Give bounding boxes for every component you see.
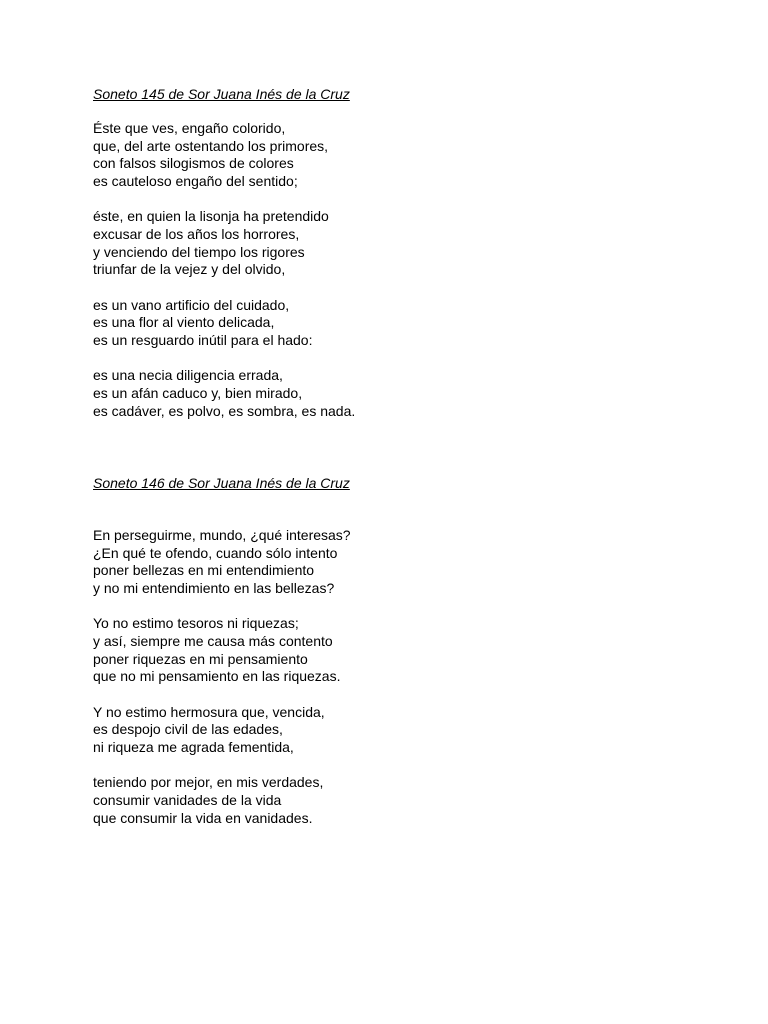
poem-line: que consumir la vida en vanidades. xyxy=(93,809,313,826)
title-spacer xyxy=(93,104,693,120)
poem-line: teniendo por mejor, en mis verdades, xyxy=(93,774,324,791)
stanza xyxy=(93,120,693,191)
poem-line: triunfar de la vejez y del olvido, xyxy=(93,261,286,278)
poem-line: consumir vanidades de la vida xyxy=(93,791,282,808)
stanza xyxy=(93,615,693,686)
poem-title: Soneto 145 de Sor Juana Inés de la Cruz xyxy=(93,86,350,102)
poem-line: es una flor al viento delicada, xyxy=(93,314,275,331)
poem-line: Éste que ves, engaño colorido, xyxy=(93,120,286,136)
poem-line: que no mi pensamiento en las riquezas. xyxy=(93,668,341,685)
stanza xyxy=(93,704,693,757)
poem-line: con falsos silogismos de colores xyxy=(93,155,294,172)
poem-title: Soneto 146 de Sor Juana Inés de la Cruz xyxy=(93,475,350,491)
stanza xyxy=(93,208,693,279)
poem-line: y así, siempre me causa más contento xyxy=(93,633,333,650)
stanza xyxy=(93,527,693,598)
poem-line: es un afán caduco y, bien mirado, xyxy=(93,384,303,401)
title-spacer xyxy=(93,493,693,527)
poem-line: que, del arte ostentando los primores, xyxy=(93,137,329,154)
poem-line: excusar de los años los horrores, xyxy=(93,226,300,243)
poem-line: es cadáver, es polvo, es sombra, es nada. xyxy=(93,402,356,419)
poem-line: es cauteloso engaño del sentido; xyxy=(93,173,298,190)
poem-line: es un resguardo inútil para el hado: xyxy=(93,332,313,349)
stanza xyxy=(93,774,693,827)
poem-line: ni riqueza me agrada fementida, xyxy=(93,739,294,756)
poem-line: poner bellezas en mi entendimiento xyxy=(93,562,315,579)
poem-line: es despojo civil de las edades, xyxy=(93,721,283,738)
poem-line: Y no estimo hermosura que, vencida, xyxy=(93,703,325,720)
stanza xyxy=(93,297,693,350)
poem-line: es una necia diligencia errada, xyxy=(93,367,283,384)
poem-line: éste, en quien la lisonja ha pretendido xyxy=(93,208,329,225)
poem-line: es un vano artificio del cuidado, xyxy=(93,296,290,313)
poem-line: ¿En qué te ofendo, cuando sólo intento xyxy=(93,544,338,561)
poem-line: Yo no estimo tesoros ni riquezas; xyxy=(93,615,299,632)
poem-line: y venciendo del tiempo los rigores xyxy=(93,243,305,260)
poem-soneto-145 xyxy=(93,85,693,420)
poem-line: y no mi entendimiento en las bellezas? xyxy=(93,580,335,597)
poem-soneto-146 xyxy=(93,474,693,827)
poem-line: En perseguirme, mundo, ¿qué interesas? xyxy=(93,527,351,543)
stanza xyxy=(93,367,693,420)
poem-line: poner riquezas en mi pensamiento xyxy=(93,650,308,667)
